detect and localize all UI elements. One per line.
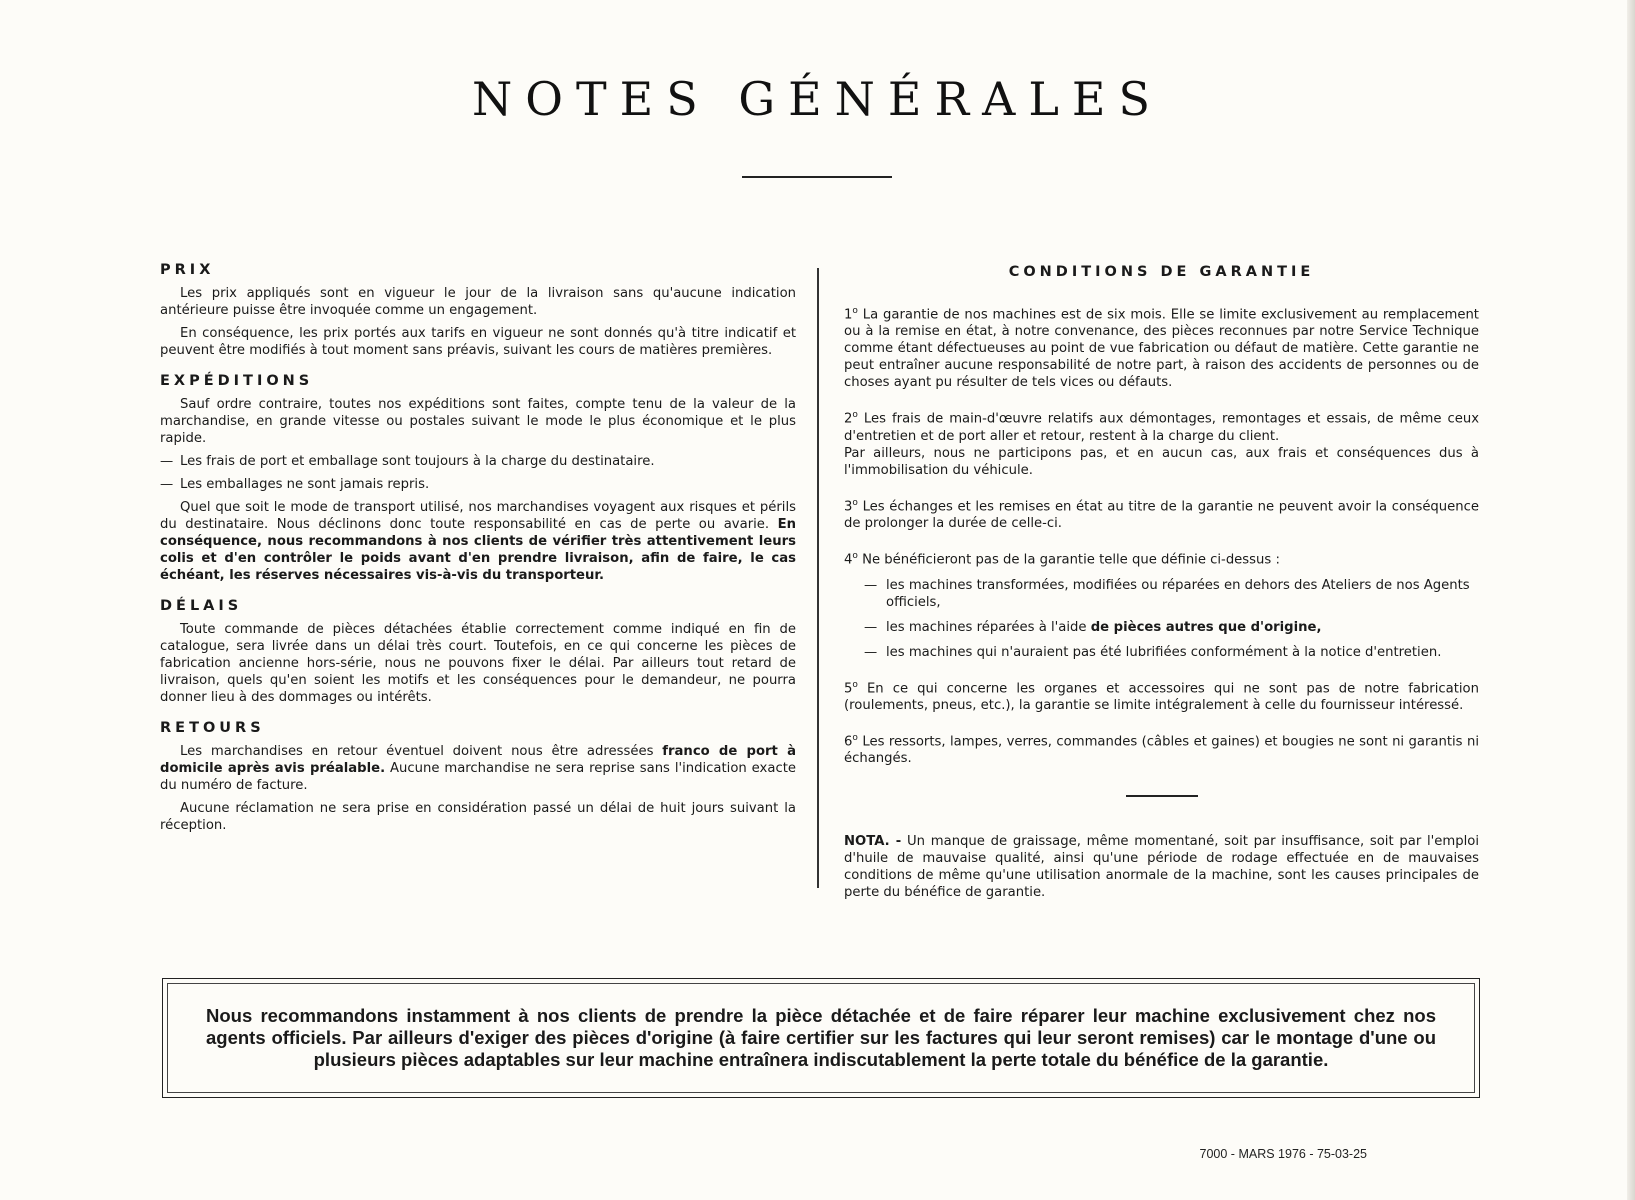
warning-text: Nous recommandons instamment à nos clients de prendre la pièce détachée et de faire réparer leur machine exclusivement chez nos agents officiels. Par ailleurs d'exiger des pièces d'origine (à faire certifier sur les factures qui leur seront remises) car le montage d'une ou plusieurs pièces adaptables sur leur machine entraînera indiscutablement la perte totale du bénéfice de la garantie. (206, 1005, 1436, 1070)
list-item (864, 619, 1479, 636)
title-rule (742, 176, 892, 178)
ordinal-mark: o (852, 410, 858, 421)
list-item (160, 476, 796, 493)
nota-label: NOTA. - (844, 834, 902, 850)
section-expeditions (160, 373, 796, 584)
paragraph: Toute commande de pièces détachées établie correctement comme indiqué en fin de catalogue, sera livrée dans un délai très court. Toutefois, en ce qui concerne les pièces de fabrication ancienne hors-série, nous ne pouvons fixer le délai. Par ailleurs tout retard de livraison, quels qu'en soient les motifs et les conséquences pour le demandeur, ne pourra donner lieu à des dommages ou intérêts. (160, 622, 796, 705)
page-edge (1627, 0, 1635, 1200)
paragraph-text: Les marchandises en retour éventuel doivent nous être adressées (180, 744, 654, 759)
condition-3 (844, 495, 1479, 532)
list-item-text-part: les machines réparées à l'aide (886, 619, 1087, 635)
condition-number: 3 (844, 499, 853, 515)
section-rule (1126, 795, 1198, 797)
footer-reference: 7000 - MARS 1976 - 75-03-25 (1199, 1147, 1367, 1161)
right-column (844, 262, 1479, 915)
section-heading: DÉLAIS (160, 598, 243, 614)
list-item-text: les machines qui n'auraient pas été lubrifiées conformément à la notice d'entretien. (886, 644, 1442, 660)
condition-number: 5 (844, 680, 853, 696)
column-divider (817, 268, 819, 888)
list-item-text: Les frais de port et emballage sont toujours à la charge du destinataire. (180, 454, 655, 469)
paragraph-text: Quel que soit le mode de transport utilisé, nos marchandises voyagent aux risques et périls du destinataire. Nous déclinons donc toute responsabilité en cas de perte ou avarie. (160, 500, 796, 532)
condition-text: Les échanges et les remises en état au titre de la garantie ne peuvent avoir la conséquence de prolonger la durée de celle-ci. (844, 499, 1479, 532)
left-column (160, 262, 796, 848)
condition-text: En ce qui concerne les organes et accessoires qui ne sont pas de notre fabrication (roulements, pneus, etc.), la garantie se limite intégralement à celle du fournisseur intéressé. (844, 680, 1479, 713)
condition-text: Par ailleurs, nous ne participons pas, et en aucun cas, aux frais et conséquences dus à l'immobilisation du véhicule. (844, 445, 1479, 478)
dash-mark: — (160, 477, 174, 492)
dash-mark: — (864, 619, 878, 635)
dash-mark: — (864, 644, 878, 660)
bold-notice: franco de port à domicile après avis préalable. (160, 744, 796, 776)
ordinal-mark: o (852, 497, 858, 508)
nota-paragraph (844, 833, 1479, 901)
section-delais (160, 598, 796, 706)
list-item-text: Les emballages ne sont jamais repris. (180, 477, 430, 492)
condition-text: Ne bénéficieront pas de la garantie telle que définie ci-dessus : (862, 552, 1280, 568)
condition-5 (844, 677, 1479, 714)
bold-notice: En conséquence, nous recommandons à nos clients de vérifier très attentivement leurs colis et d'en contrôler le poids avant d'en prendre livraison, afin de faire, le cas échéant, les réserves nécessaires vis-à-vis du transporteur. (160, 517, 796, 583)
section-retours (160, 720, 796, 834)
list-item-text (886, 619, 1321, 636)
list-item (864, 577, 1479, 611)
condition-1 (844, 303, 1479, 391)
condition-number: 4 (844, 552, 853, 568)
paragraph: Les prix appliqués sont en vigueur le jour de la livraison sans qu'aucune indication antérieure puisse être invoquée comme un engagement. (160, 286, 796, 318)
nota-text: Un manque de graissage, même momentané, soit par insuffisance, soit par l'emploi d'huile de mauvaise qualité, ainsi qu'une période de rodage effectuée en de mauvaises conditions de même qu'une utilisation anormale de la machine, sont les causes principales de perte du bénéfice de garantie. (844, 834, 1479, 901)
list-item (864, 644, 1479, 661)
condition-number: 2 (844, 411, 853, 427)
dash-mark: — (160, 454, 174, 469)
paragraph: Sauf ordre contraire, toutes nos expéditions sont faites, compte tenu de la valeur de la marchandise, en grande vitesse ou postales suivant le mode le plus économique et le plus rapide. (160, 397, 796, 446)
condition-2 (844, 407, 1479, 478)
condition-6 (844, 730, 1479, 767)
section-heading: CONDITIONS DE GARANTIE (1008, 264, 1315, 280)
ordinal-mark: o (852, 551, 858, 562)
bold-notice: de pièces autres que d'origine, (1090, 619, 1322, 635)
paragraph: Aucune réclamation ne sera prise en considération passé un délai de huit jours suivant la réception. (160, 801, 796, 833)
list-item-text: les machines transformées, modifiées ou réparées en dehors des Ateliers de nos Agents officiels, (886, 577, 1470, 610)
paragraph (160, 743, 796, 794)
condition-text: Les frais de main-d'œuvre relatifs aux démontages, remontages et essais, de même ceux d'entretien et de port aller et retour, restent à la charge du client. (844, 411, 1479, 444)
warning-box-inner (167, 983, 1475, 1093)
section-heading: PRIX (160, 262, 215, 278)
ordinal-mark: o (852, 306, 858, 316)
paragraph: En conséquence, les prix portés aux tarifs en vigueur ne sont donnés qu'à titre indicatif et peuvent être modifiés à tout moment sans préavis, suivant les cours de matières premières. (160, 326, 796, 358)
warning-box (162, 978, 1480, 1098)
condition-text: Les ressorts, lampes, verres, commandes (câbles et gaines) et bougies ne sont ni garantis ni échangés. (844, 734, 1479, 767)
ordinal-mark: o (852, 732, 858, 743)
condition-number: 1 (844, 307, 853, 323)
section-prix (160, 262, 796, 359)
section-heading: EXPÉDITIONS (160, 373, 314, 389)
list-item (160, 453, 796, 470)
condition-4 (844, 548, 1479, 568)
condition-text: La garantie de nos machines est de six mois. Elle se limite exclusivement au remplacement ou à la remise en état, à notre convenance, des pièces reconnues par notre Service Technique comme étant défectueuses au point de vue fabrication ou défaut de matière. Cette garantie ne peut entraîner aucune responsabilité de notre part, à raison des accidents de personnes ou de choses ayant pu résulter de tels vices ou défauts. (844, 307, 1479, 391)
dash-mark: — (864, 577, 878, 593)
paragraph-text: Aucune marchandise ne sera reprise sans l'indication exacte du numéro de facture. (160, 761, 796, 793)
paragraph (160, 499, 796, 584)
page-title: NOTES GÉNÉRALES (471, 72, 1163, 126)
condition-number: 6 (844, 734, 853, 750)
section-heading: RETOURS (160, 720, 265, 736)
ordinal-mark: o (852, 679, 858, 690)
